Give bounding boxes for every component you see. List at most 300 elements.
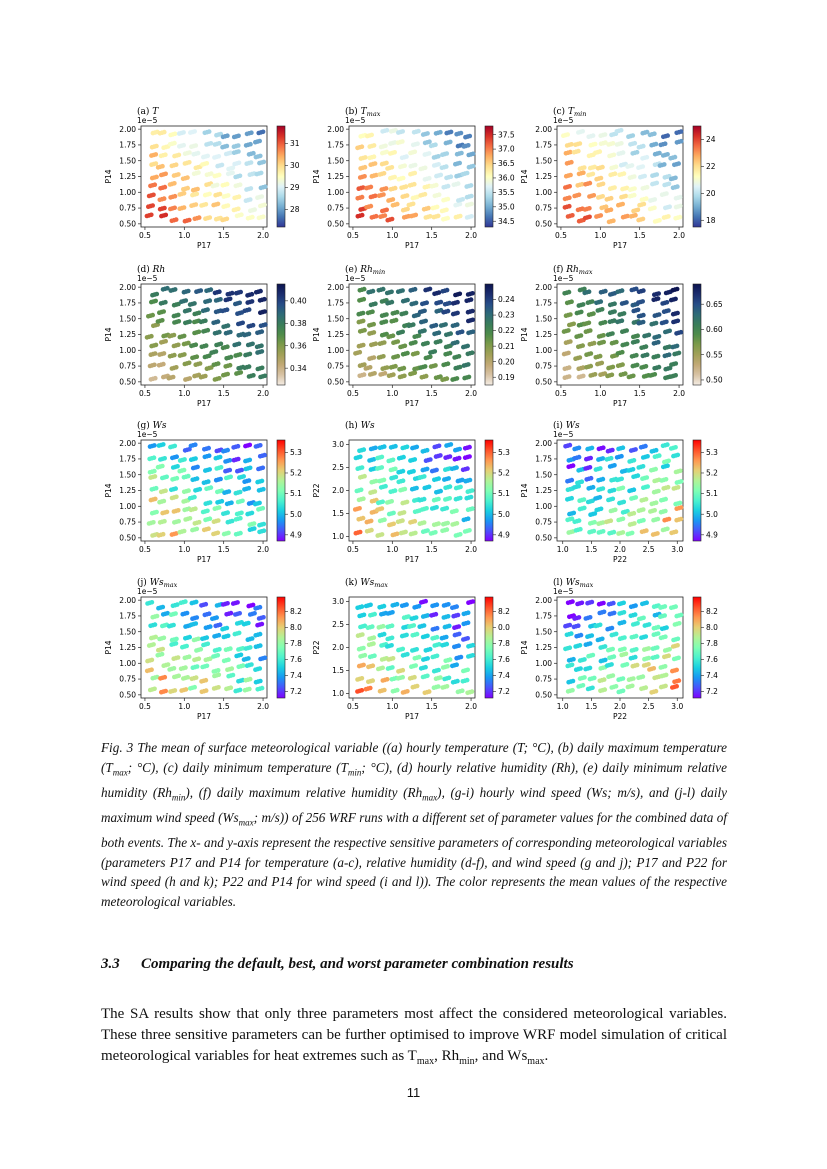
data-point [665,300,670,305]
data-point [214,615,219,620]
data-point [206,526,211,531]
x-tick-label: 1.5 [633,231,646,240]
data-point [193,506,198,511]
colorbar-tick-label: 0.19 [498,372,515,382]
data-point [641,616,646,621]
data-point [195,192,200,197]
data-point [619,141,624,146]
colorbar-tick-label: 0.21 [498,341,515,351]
x-axis-label: P17 [612,241,628,250]
data-point [373,489,378,494]
data-point [445,506,450,511]
data-point [400,675,405,680]
data-point [630,163,635,168]
data-point [588,465,593,470]
colorbar [693,440,701,541]
data-point [228,646,233,651]
data-point [640,299,645,304]
data-point [404,154,409,159]
data-point [631,133,636,138]
data-point [154,161,159,166]
panel-title: (f) $Rh_{max}$ [553,265,593,276]
data-point [380,465,385,470]
colorbar-tick-label: 7.6 [706,655,718,665]
data-point [469,183,474,188]
data-point [676,161,681,166]
data-point [641,217,646,222]
data-point [436,154,441,159]
data-point [676,485,681,490]
y-tick-label: 1.75 [327,140,344,150]
axis-offset: 1e−5 [553,587,574,596]
data-point [151,520,156,525]
data-point [250,511,255,516]
data-point [602,610,607,615]
data-point [434,323,439,328]
section-title: Comparing the default, best, and worst parameter combination results [141,956,574,972]
colorbar-tick-label: 5.2 [706,468,718,478]
data-point [599,213,604,218]
data-point [466,516,471,521]
data-point [674,529,679,534]
data-point [402,366,407,371]
x-axis-label: P22 [612,712,628,721]
data-point [641,507,646,512]
data-point [673,445,678,450]
data-point [358,350,363,355]
colorbar-tick-label: 0.65 [706,299,723,309]
data-point [258,666,263,671]
data-point [444,635,449,640]
data-point [415,632,420,637]
data-point [425,656,430,661]
data-point [580,343,585,348]
x-tick-label: 0.5 [138,389,151,398]
x-tick-label: 1.0 [594,231,607,240]
data-point [161,309,166,314]
data-point [598,149,603,154]
data-point [581,302,586,307]
data-point [393,488,398,493]
data-point [434,612,439,617]
x-tick-label: 1.0 [556,545,569,554]
y-tick-label: 1.50 [119,156,136,166]
data-point [603,658,608,663]
data-point [633,213,638,218]
data-point [208,500,213,505]
colorbar-tick-label: 0.38 [290,318,307,328]
data-point [678,195,683,200]
data-point [415,351,420,356]
data-point [360,676,365,681]
data-point [471,643,476,648]
data-point [402,163,407,168]
data-point [174,495,179,500]
data-point [447,676,452,681]
data-point [674,668,679,673]
y-tick-label: 2.0 [332,486,344,496]
data-point [208,516,213,521]
axis-offset: 1e−5 [137,587,158,596]
data-point [457,354,462,359]
data-point [173,444,178,449]
data-point [578,643,583,648]
x-axis-label: P17 [196,241,212,250]
data-point [592,193,597,198]
data-point [361,663,366,668]
data-point [641,464,646,469]
axis-offset: 1e−5 [553,274,574,283]
y-tick-label: 0.75 [119,203,136,213]
data-point [675,287,680,292]
data-point [250,299,255,304]
y-tick-label: 1.75 [535,454,552,464]
data-point [664,673,669,678]
data-point [174,162,179,167]
data-point [262,528,267,533]
data-point [182,352,187,357]
data-point [428,647,433,652]
data-point [428,287,433,292]
y-axis-label: P22 [312,483,321,498]
data-point [471,152,476,157]
data-point [414,301,419,306]
colorbar-tick-label: 36.0 [498,173,515,183]
data-point [445,521,450,526]
data-point [248,197,253,202]
data-point [675,643,680,648]
colorbar-tick-label: 31 [290,139,300,149]
data-point [357,506,362,511]
data-point [635,363,640,368]
data-point [400,129,405,134]
data-point [413,457,418,462]
data-point [413,163,418,168]
x-tick-label: 0.5 [346,545,359,554]
data-point [237,342,242,347]
data-point [252,526,257,531]
data-point [184,687,189,692]
data-point [656,296,661,301]
data-point [593,372,598,377]
data-point [577,446,582,451]
data-point [230,291,235,296]
data-point [448,140,453,145]
data-point [425,131,430,136]
data-point [251,373,256,378]
data-point [579,333,584,338]
data-point [260,479,265,484]
x-tick-label: 1.0 [386,231,399,240]
data-point [449,174,454,179]
data-point [209,141,214,146]
data-point [424,374,429,379]
colorbar-tick-label: 0.36 [290,341,307,351]
axis-offset: 1e−5 [137,430,158,439]
data-point [655,654,660,659]
data-point [391,522,396,527]
colorbar-tick-label: 5.3 [498,447,510,457]
data-point [611,365,616,370]
data-point [173,688,178,693]
data-point [662,162,667,167]
data-point [620,202,625,207]
data-point [569,631,574,636]
data-point [460,329,465,334]
data-point [405,298,410,303]
data-point [412,675,417,680]
data-point [192,495,197,500]
x-tick-label: 2.0 [465,389,478,398]
data-point [567,290,572,295]
colorbar-tick-label: 5.0 [290,509,302,519]
data-point [360,465,365,470]
data-point [645,484,650,489]
data-point [652,131,657,136]
data-point [203,318,208,323]
x-tick-label: 0.5 [346,702,359,711]
colorbar-tick-label: 7.8 [706,639,718,649]
data-point [217,647,222,652]
y-tick-label: 1.50 [535,314,552,324]
data-point [568,173,573,178]
data-point [362,474,367,479]
data-point [401,469,406,474]
x-tick-label: 1.0 [386,702,399,711]
data-point [209,287,214,292]
axis-offset: 1e−5 [137,116,158,125]
data-point [621,601,626,606]
data-point [470,689,475,694]
data-point [446,309,451,314]
data-point [197,520,202,525]
data-point [571,322,576,327]
x-tick-label: 2.0 [257,702,270,711]
data-point [598,495,603,500]
x-tick-label: 1.5 [425,545,438,554]
data-point [372,371,377,376]
data-point [401,668,406,673]
x-axis-label: P17 [404,241,420,250]
data-point [262,160,267,165]
data-point [612,488,617,493]
colorbar-tick-label: 8.0 [706,623,718,633]
data-point [384,208,389,213]
data-point [163,339,168,344]
data-point [385,128,390,133]
data-point [641,144,646,149]
data-point [469,297,474,302]
data-point [188,376,193,381]
data-point [455,340,460,345]
data-point [176,655,181,660]
data-point [459,131,464,136]
data-point [641,674,646,679]
data-point [372,635,377,640]
y-axis-label: P14 [312,327,321,342]
data-point [393,444,398,449]
data-point [591,133,596,138]
data-point [217,289,222,294]
y-tick-label: 1.00 [535,187,552,197]
data-point [454,465,459,470]
data-point [654,142,659,147]
data-point [570,213,575,218]
data-point [228,468,233,473]
data-point [664,191,669,196]
data-point [360,604,365,609]
y-tick-label: 0.75 [119,517,136,527]
data-point [435,205,440,210]
x-tick-label: 1.0 [386,545,399,554]
x-tick-label: 1.0 [178,389,191,398]
data-point [580,479,585,484]
data-point [654,689,659,694]
data-point [361,516,366,521]
data-point [207,453,212,458]
data-point [390,665,395,670]
data-point [654,500,659,505]
data-point [229,685,234,690]
data-point [362,362,367,367]
data-point [447,624,452,629]
x-tick-label: 0.5 [346,231,359,240]
data-point [679,505,684,510]
data-point [656,354,661,359]
data-point [395,310,400,315]
colorbar [693,126,701,227]
data-point [217,505,222,510]
data-point [437,192,442,197]
data-point [611,141,616,146]
data-point [445,216,450,221]
data-point [258,632,263,637]
data-point [194,143,199,148]
data-point [362,174,367,179]
data-point [236,207,241,212]
data-point [437,444,442,449]
data-point [425,467,430,472]
data-point [261,214,266,219]
data-point [163,185,168,190]
data-point [621,445,626,450]
data-point [612,153,617,158]
data-point [413,171,418,176]
data-point [470,291,475,296]
y-tick-label: 0.50 [119,219,136,229]
data-point [153,351,158,356]
data-point [601,529,606,534]
colorbar [485,126,493,227]
y-tick-label: 0.75 [119,674,136,684]
data-point [632,186,637,191]
data-point [401,478,406,483]
data-point [261,466,266,471]
data-point [653,197,658,202]
data-point [603,320,608,325]
data-point [166,662,171,667]
data-point [600,307,605,312]
data-point [383,144,388,149]
data-point [611,601,616,606]
data-point [470,350,475,355]
colorbar-tick-label: 7.8 [498,639,510,649]
data-point [400,518,405,523]
colorbar-tick-label: 0.34 [290,363,307,373]
data-point [582,506,587,511]
data-point [225,144,230,149]
data-point [448,657,453,662]
data-point [194,621,199,626]
data-point [622,500,627,505]
data-point [194,600,199,605]
data-point [645,185,650,190]
panel-title: (d) Rh [137,265,166,275]
data-point [663,634,668,639]
data-point [425,634,430,639]
data-point [631,676,636,681]
data-point [576,623,581,628]
data-point [162,519,167,524]
data-point [678,469,683,474]
y-tick-label: 1.0 [332,532,344,542]
data-point [225,448,230,453]
data-point [176,508,181,513]
data-point [422,309,427,314]
colorbar-tick-label: 8.2 [706,607,718,617]
data-point [206,328,211,333]
data-point [184,298,189,303]
data-point [565,132,570,137]
data-point [260,686,265,691]
data-point [392,175,397,180]
data-point [436,668,441,673]
data-point [216,202,221,207]
data-point [468,134,473,139]
x-tick-label: 1.5 [425,231,438,240]
data-point [601,456,606,461]
y-tick-label: 2.00 [535,282,552,292]
data-point [237,611,242,616]
colorbar [277,440,285,541]
panel-title: (c) $T_{min}$ [553,107,587,118]
data-point [571,657,576,662]
data-point [370,678,375,683]
y-tick-label: 2.5 [332,620,344,630]
data-point [612,301,617,306]
data-point [465,636,470,641]
data-point [247,478,252,483]
data-point [238,290,243,295]
y-tick-label: 1.50 [119,470,136,480]
y-tick-label: 0.75 [327,203,344,213]
colorbar-tick-label: 5.0 [498,509,510,519]
data-point [413,340,418,345]
data-point [435,654,440,659]
data-point [249,662,254,667]
y-tick-label: 2.5 [332,463,344,473]
data-point [163,152,168,157]
data-point [230,666,235,671]
data-point [582,675,587,680]
data-point [601,477,606,482]
y-tick-label: 2.0 [332,643,344,653]
data-point [150,203,155,208]
data-point [369,528,374,533]
data-point [246,621,251,626]
data-point [634,647,639,652]
data-point [656,340,661,345]
